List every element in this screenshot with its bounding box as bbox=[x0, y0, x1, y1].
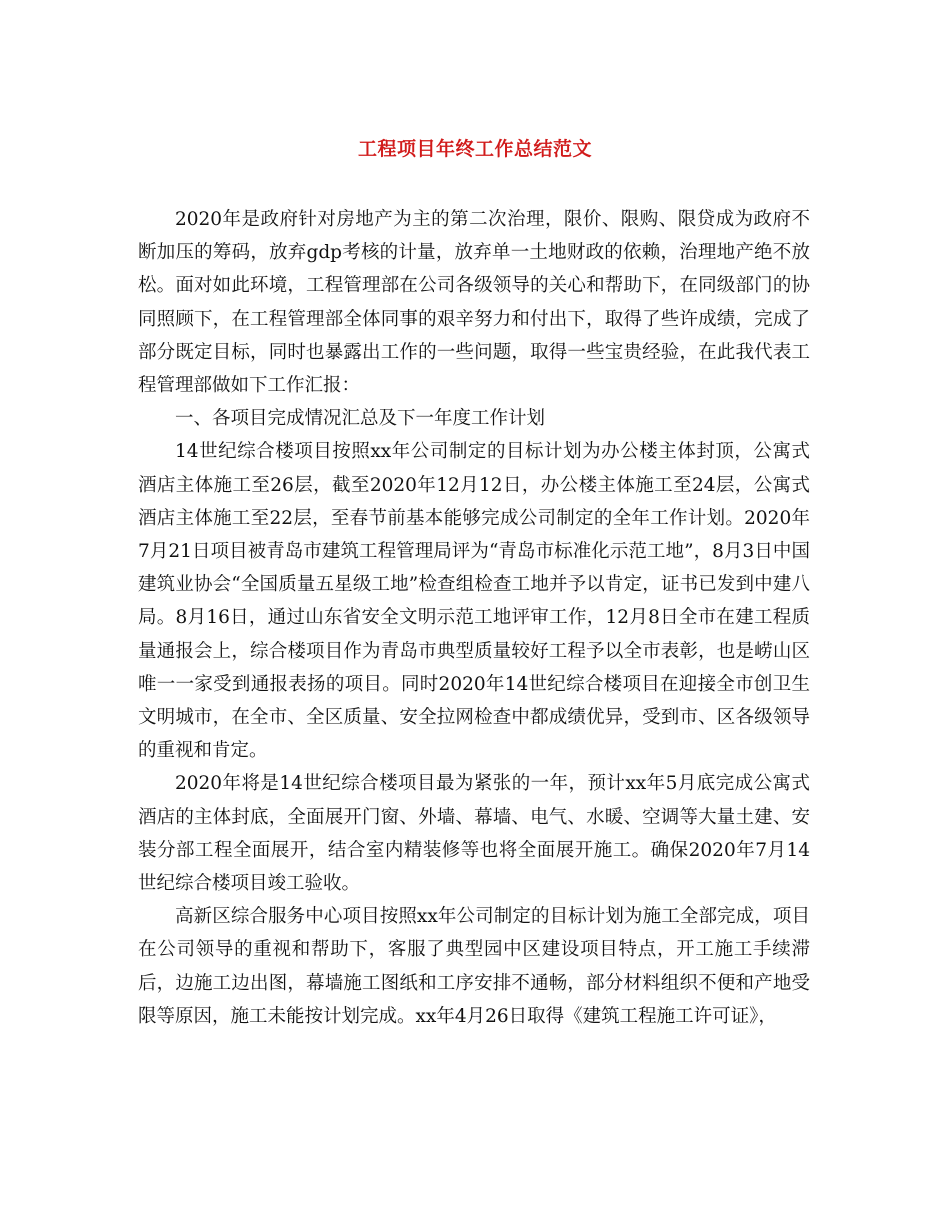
paragraph-project-14th-century: 14世纪综合楼项目按照xx年公司制定的目标计划为办公楼主体封顶，公寓式酒店主体施工至26层，截至2020年12月12日，办公楼主体施工至24层，公寓式酒店主体施工至22层，至春节前基本能够完成公司制定的全年工作计划。2020年7月21日项目被青岛市建筑工程管理局评为“青岛市标准化示范工地”，8月3日中国建筑业协会“全国质量五星级工地”检查组检查工地并予以肯定，证书已发到中建八局。8月16日，通过山东省安全文明示范工地评审工作，12月8日全市在建工程质量通报会上，综合楼项目作为青岛市典型质量较好工程予以全市表彰，也是崂山区唯一一家受到通报表扬的项目。同时2020年14世纪综合楼项目在迎接全市创卫生文明城市，在全市、全区质量、安全拉网检查中都成绩优异，受到市、区各级领导的重视和肯定。 bbox=[138, 441, 810, 762]
paragraph-hightech-zone-project: 高新区综合服务中心项目按照xx年公司制定的目标计划为施工全部完成，项目在公司领导的重视和帮助下，客服了典型园中区建设项目特点，开工施工手续滞后，边施工边出图，幕墙施工图纸和工序安排不通畅，部分材料组织不便和产地受限等原因，施工未能按计划完成。xx年4月26日取得《建筑工程施工许可证》， bbox=[138, 906, 810, 1027]
paragraph-plan-2020: 2020年将是14世纪综合楼项目最为紧张的一年，预计xx年5月底完成公寓式酒店的主体封底，全面展开门窗、外墙、幕墙、电气、水暖、空调等大量土建、安装分部工程全面展开，结合室内精装修等也将全面展开施工。确保2020年7月14世纪综合楼项目竣工验收。 bbox=[138, 773, 810, 895]
section-heading: 一、各项目完成情况汇总及下一年度工作计划 bbox=[175, 408, 546, 430]
document-body bbox=[138, 203, 810, 1033]
paragraph-intro: 2020年是政府针对房地产为主的第二次治理，限价、限购、限贷成为政府不断加压的筹码，放弃gdp考核的计量，放弃单一土地财政的依赖，治理地产绝不放松。面对如此环境，工程管理部在公司各级领导的关心和帮助下，在同级部门的协同照顾下，在工程管理部全体同事的艰辛努力和付出下，取得了些许成绩，完成了部分既定目标，同时也暴露出工作的一些问题，取得一些宝贵经验，在此我代表工程管理部做如下工作汇报： bbox=[138, 209, 810, 397]
document-title: 工程项目年终工作总结范文 bbox=[357, 138, 592, 160]
